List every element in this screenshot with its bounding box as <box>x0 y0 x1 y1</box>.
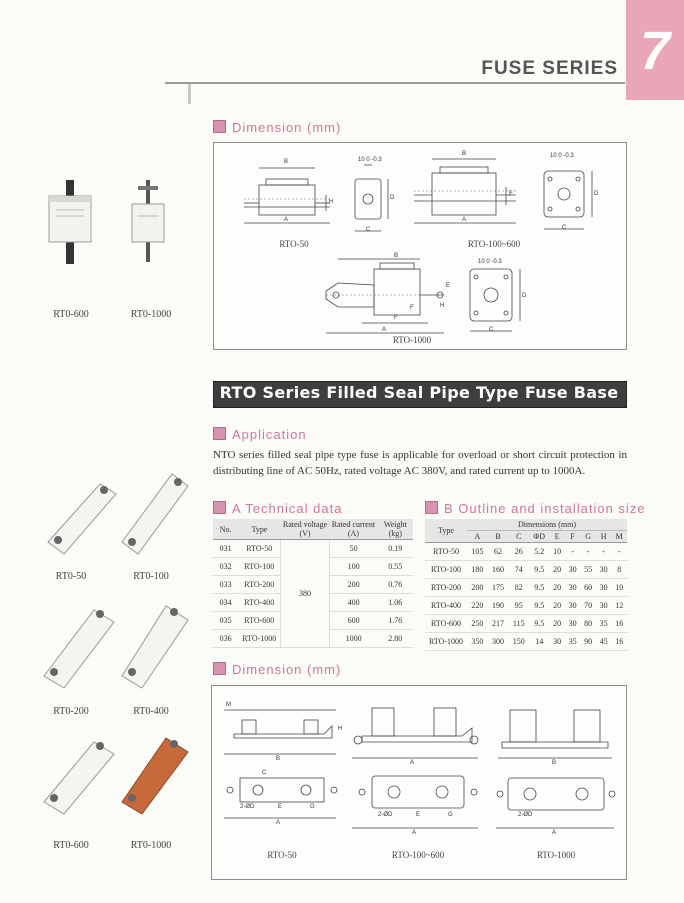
column-header: B <box>488 531 509 543</box>
cell-type: RTO-100 <box>430 565 462 574</box>
cell-dimension: 30 <box>553 637 562 646</box>
cell-dimension: 30 <box>568 601 577 610</box>
fuse-base-photos <box>30 462 190 852</box>
caption: RTO-50 <box>267 850 297 860</box>
cell-dimension: 20 <box>553 619 562 628</box>
cell-dimension: 10 <box>615 583 624 592</box>
section-label: Application <box>232 427 307 442</box>
product-label: RT0-600 <box>53 840 89 851</box>
column-group-header: Dimensions (mm) <box>467 519 627 531</box>
page-title: FUSE SERIES <box>481 58 618 79</box>
caption: RTO-1000 <box>536 850 576 860</box>
dim-letter: E <box>446 283 451 289</box>
section-marker-icon <box>213 427 226 440</box>
dimensions-table <box>425 519 627 651</box>
cell-dimension: 55 <box>584 565 593 574</box>
banner-title: RTO Series Filled Seal Pipe Type Fuse Base <box>219 383 619 402</box>
table-row <box>425 597 627 615</box>
cell-dimension: 20 <box>553 601 562 610</box>
cell-dimension: 350 <box>471 637 484 646</box>
column-header: ΦD <box>529 531 549 543</box>
section-tech-data <box>213 501 342 516</box>
cell-type: RTO-1000 <box>242 634 277 643</box>
cell-voltage: 380 <box>281 540 329 648</box>
dim-letter: B <box>552 760 557 766</box>
dim-letter: A <box>284 217 289 223</box>
cell-no: 032 <box>219 562 232 571</box>
dim-letter: H <box>338 726 343 732</box>
section-dimension-top <box>213 120 341 135</box>
section-marker-icon <box>213 120 226 133</box>
cell-type: RTO-200 <box>430 583 462 592</box>
tolerance-label: 10 0 -0.3 <box>550 153 574 159</box>
cell-dimension: 30 <box>599 601 608 610</box>
product-label: RT0-600 <box>53 309 89 320</box>
cell-dimension: - <box>571 547 574 556</box>
dim-letter: B <box>462 151 467 157</box>
dim-letter: A <box>410 760 415 766</box>
column-header: C <box>508 531 529 543</box>
cell-dimension: 80 <box>584 619 593 628</box>
table-row <box>425 543 627 561</box>
cell-type: RTO-100 <box>244 562 275 571</box>
table-row <box>213 540 413 558</box>
product-label: RT0-1000 <box>130 840 172 851</box>
caption: RTO-100~600 <box>391 850 445 860</box>
application-paragraph: NTO series filled seal pipe type fuse is applicable for overload or short circuit protection in distributing line of AC 50Hz, rated voltage AC 380V, and rated current up to 1000A. <box>213 449 627 477</box>
column-header: Weight (kg) <box>378 519 413 540</box>
cell-current: 100 <box>347 562 360 571</box>
column-header: A <box>467 531 488 543</box>
cell-dimension: 14 <box>535 637 544 646</box>
cell-type: RTO-50 <box>246 544 273 553</box>
dim-letter: B <box>276 756 281 762</box>
column-header: F <box>565 531 581 543</box>
section-marker-icon <box>213 662 226 675</box>
cell-dimension: 16 <box>615 619 624 628</box>
cell-dimension: 10 <box>553 547 562 556</box>
cell-dimension: 30 <box>568 583 577 592</box>
cell-dimension: 60 <box>584 583 593 592</box>
column-header: M <box>611 531 627 543</box>
dim-letter: F <box>410 305 414 311</box>
dim-letter: D <box>522 293 527 299</box>
dim-letter: E <box>278 804 283 810</box>
cell-dimension: 16 <box>615 637 624 646</box>
column-header: Rated current (A) <box>329 519 377 540</box>
column-header: Type <box>425 519 467 543</box>
cell-dimension: 220 <box>471 601 484 610</box>
column-header: Type <box>238 519 281 540</box>
cell-current: 200 <box>347 580 360 589</box>
cell-type: RTO-1000 <box>428 637 464 646</box>
cell-dimension: 45 <box>599 637 608 646</box>
cell-type: RTO-400 <box>430 601 462 610</box>
dim-letter: A <box>382 327 387 333</box>
cell-dimension: 35 <box>599 619 608 628</box>
cell-dimension: 115 <box>512 619 525 628</box>
table-row <box>425 633 627 651</box>
cell-dimension: 74 <box>514 565 523 574</box>
cell-no: 033 <box>219 580 232 589</box>
technical-data-table <box>213 519 413 648</box>
table-row <box>425 561 627 579</box>
tolerance-label: 10 0 -0.3 <box>358 157 382 163</box>
cell-type: RTO-600 <box>430 619 462 628</box>
chapter-number: 7 <box>639 21 671 81</box>
cell-dimension: 9.5 <box>534 583 545 592</box>
caption: RTO-1000 <box>392 335 432 345</box>
cell-type: RTO-50 <box>432 547 460 556</box>
cell-dimension: 26 <box>514 547 523 556</box>
dim-letter: C <box>366 227 371 233</box>
table-row <box>425 579 627 597</box>
dim-letter: F <box>394 315 398 321</box>
cell-type: RTO-600 <box>244 616 275 625</box>
section-marker-icon <box>213 501 226 514</box>
dim-letter: B <box>394 253 399 259</box>
cell-dimension: 30 <box>568 619 577 628</box>
cell-type: RTO-400 <box>244 598 275 607</box>
cell-current: 400 <box>347 598 360 607</box>
section-label: B Outline and installation size <box>444 501 646 516</box>
cell-dimension: 250 <box>471 619 484 628</box>
section-outline <box>425 501 646 516</box>
cell-dimension: 30 <box>599 583 608 592</box>
cell-dimension: 70 <box>584 601 593 610</box>
product-label: RT0-50 <box>55 571 87 582</box>
dim-letter: G <box>310 804 315 810</box>
cell-dimension: 105 <box>471 547 484 556</box>
table-row <box>425 615 627 633</box>
product-label: RT0-200 <box>53 706 89 717</box>
cell-dimension: 20 <box>553 583 562 592</box>
tolerance-label: 10 0 -0.3 <box>478 259 502 265</box>
dim-letter: H <box>440 303 445 309</box>
cell-dimension: 30 <box>568 565 577 574</box>
caption: RTO-50 <box>279 239 309 249</box>
cell-dimension: 5.2 <box>534 547 545 556</box>
dim-letter: M <box>226 702 231 708</box>
dim-label: 2-ØD <box>378 812 393 818</box>
cell-dimension: 20 <box>553 565 562 574</box>
cell-dimension: 82 <box>514 583 523 592</box>
cell-weight: 0.19 <box>388 544 403 553</box>
cell-no: 031 <box>219 544 232 553</box>
cell-weight: 1.06 <box>388 598 403 607</box>
cell-dimension: - <box>617 547 621 556</box>
dim-letter: C <box>562 225 567 231</box>
header-rule <box>165 82 625 84</box>
cell-dimension: 180 <box>471 565 484 574</box>
cell-no: 035 <box>219 616 232 625</box>
cell-weight: 0.55 <box>388 562 403 571</box>
cell-dimension: 217 <box>492 619 505 628</box>
cell-dimension: 90 <box>584 637 593 646</box>
cell-current: 1000 <box>345 634 362 643</box>
product-label: RT0-400 <box>133 706 169 717</box>
dim-letter: B <box>284 159 289 165</box>
caption: RTO-100~600 <box>467 239 521 249</box>
dim-letter: H <box>329 199 334 205</box>
section-dimension-bottom <box>213 662 341 677</box>
cell-type: RTO-200 <box>244 580 275 589</box>
cell-dimension: 150 <box>512 637 525 646</box>
cell-dimension: 9.5 <box>534 601 545 610</box>
section-marker-icon <box>425 501 438 514</box>
cell-no: 036 <box>219 634 232 643</box>
cell-dimension: 200 <box>471 583 484 592</box>
cell-dimension: 9.5 <box>534 565 545 574</box>
dimension-figure-bottom <box>211 685 627 880</box>
dim-label: 2-ØD <box>518 812 533 818</box>
cell-dimension: 30 <box>599 565 608 574</box>
dim-letter: C <box>262 770 267 776</box>
cell-dimension: - <box>586 547 590 556</box>
cell-no: 034 <box>219 598 232 607</box>
cell-weight: 0.76 <box>388 580 403 589</box>
cell-dimension: - <box>602 547 605 556</box>
cell-weight: 1.76 <box>388 616 403 625</box>
cell-dimension: 300 <box>492 637 505 646</box>
section-label: Dimension (mm) <box>232 662 342 677</box>
dim-letter: A <box>276 820 281 826</box>
dim-letter: D <box>390 195 395 201</box>
dim-letter: E <box>509 191 514 197</box>
dim-letter: C <box>489 327 494 333</box>
cell-current: 50 <box>349 544 358 553</box>
section-label: A Technical data <box>232 501 343 516</box>
dim-letter: A <box>412 830 417 836</box>
fuse-photo-top <box>40 180 180 270</box>
column-header: G <box>580 531 596 543</box>
cell-weight: 2.80 <box>388 634 403 643</box>
section-label: Dimension (mm) <box>232 120 342 135</box>
column-header: Rated voltage (V) <box>281 519 329 540</box>
cell-dimension: 175 <box>492 583 505 592</box>
column-header: H <box>596 531 612 543</box>
section-application <box>213 427 307 442</box>
dimension-figure-top <box>213 142 627 350</box>
product-label: RT0-1000 <box>130 309 172 320</box>
product-label: RT0-100 <box>133 571 169 582</box>
cell-dimension: 160 <box>492 565 505 574</box>
cell-dimension: 95 <box>514 601 523 610</box>
sidebar-marker <box>188 84 191 104</box>
cell-dimension: 35 <box>568 637 577 646</box>
cell-dimension: 8 <box>617 565 622 574</box>
cell-dimension: 190 <box>492 601 505 610</box>
dim-label: 2-ØD <box>240 804 255 810</box>
cell-current: 600 <box>347 616 360 625</box>
dim-letter: A <box>552 830 557 836</box>
column-header: No. <box>213 519 238 540</box>
dim-letter: E <box>416 812 421 818</box>
dim-letter: A <box>462 217 467 223</box>
cell-dimension: 9.5 <box>534 619 545 628</box>
dim-letter: D <box>594 191 599 197</box>
dim-letter: G <box>448 812 453 818</box>
cell-dimension: 62 <box>494 547 503 556</box>
column-header: E <box>549 531 565 543</box>
cell-dimension: 12 <box>615 601 624 610</box>
